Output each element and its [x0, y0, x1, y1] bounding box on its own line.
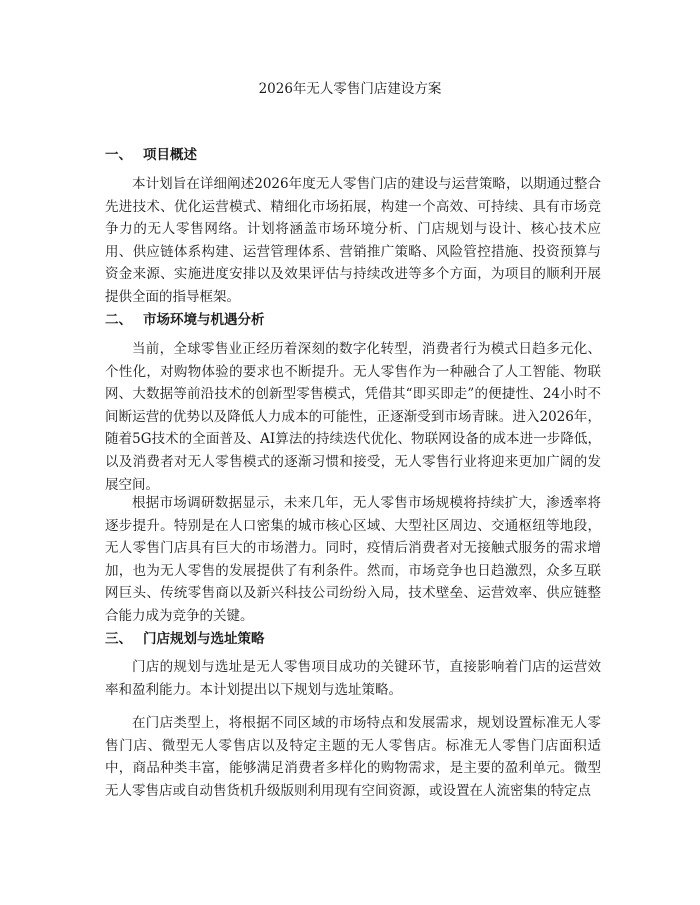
section-heading-overview — [105, 146, 197, 164]
paragraph-store-planning-2: 在门店类型上，将根据不同区域的市场特点和发展需求，规划设置标准无人零售门店、微型无人零售店以及特定主题的无人零售店。标准无人零售门店面积适中，商品种类丰富，能够满足消费者多样化的购物需求，是主要的盈利单元。微型无人零售店或自动售货机升级版则利用现有空间资源，或设置在人流密集的特定点 — [105, 715, 601, 799]
paragraph-overview-1: 本计划旨在详细阐述2026年度无人零售门店的建设与运营策略，以期通过整合先进技术、优化运营模式、精细化市场拓展，构建一个高效、可持续、具有市场竞争力的无人零售网络。计划将涵盖市场环境分析、门店规划与设计、核心技术应用、供应链体系构建、运营管理体系、营销推广策略、风险管控措施、投资预算与资金来源、实施进度安排以及效果评估与持续改进等多个方面，为项目的顺利开展提供全面的指导框架。 — [105, 176, 601, 305]
section-number: 一、 — [105, 147, 132, 163]
paragraph-store-planning-1: 门店的规划与选址是无人零售项目成功的关键环节，直接影响着门店的运营效率和盈利能力。本计划提出以下规划与选址策略。 — [105, 659, 601, 698]
section-number: 三、 — [105, 631, 132, 647]
section-number: 二、 — [105, 312, 132, 328]
paragraph-market-1: 当前，全球零售业正经历着深刻的数字化转型，消费者行为模式日趋多元化、个性化，对购物体验的要求也不断提升。无人零售作为一种融合了人工智能、物联网、大数据等前沿技术的创新型零售模式，凭借其“即买即走”的便捷性、24小时不间断运营的优势以及降低人力成本的可能性，正逐渐受到市场青睐。进入2026年，随着5G技术的全面普及、AI算法的持续迭代优化、物联网设备的成本进一步降低，以及消费者对无人零售模式的逐渐习惯和接受，无人零售行业将迎来更加广阔的发展空间。 — [105, 341, 601, 493]
section-title: 项目概述 — [143, 147, 197, 163]
section-title: 门店规划与选址策略 — [143, 631, 265, 647]
document-title: 2026年无人零售门店建设方案 — [258, 81, 442, 97]
section-heading-market — [105, 311, 265, 329]
section-heading-store-planning — [105, 630, 265, 648]
paragraph-market-2: 根据市场调研数据显示，未来几年，无人零售市场规模将持续扩大，渗透率将逐步提升。特别是在人口密集的城市核心区域、大型社区周边、交通枢纽等地段，无人零售门店具有巨大的市场潜力。同时，疫情后消费者对无接触式服务的需求增加，也为无人零售的发展提供了有利条件。然而，市场竞争也日趋激烈，众多互联网巨头、传统零售商以及新兴科技公司纷纷入局，技术壁垒、运营效率、供应链整合能力成为竞争的关键。 — [105, 495, 601, 624]
section-title: 市场环境与机遇分析 — [143, 312, 265, 328]
